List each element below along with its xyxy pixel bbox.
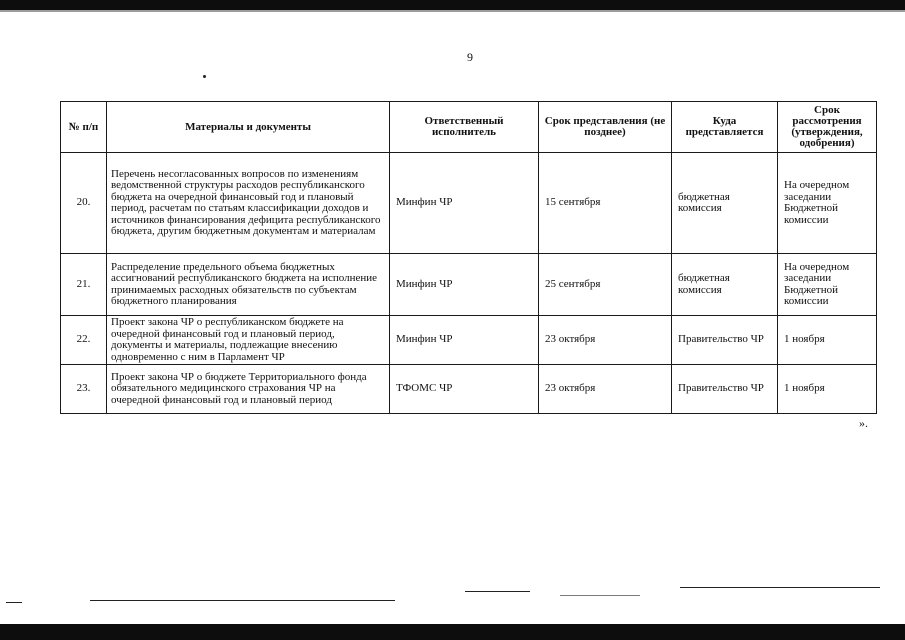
header-review: Срок рассмотрения (утверждения, одобрения) [778, 102, 877, 153]
table-header-row [61, 102, 877, 153]
row-number: 21. [61, 254, 107, 316]
row-responsible: Минфин ЧР [390, 316, 539, 365]
header-responsible: Ответственный исполнитель [390, 102, 539, 153]
row-materials: Распределение предельного объема бюджетных ассигнований республиканского бюджета на исполнение принимаемых расходных обязательств по субъектам бюджетного планирования [107, 254, 390, 316]
row-review: 1 ноября [778, 316, 877, 365]
row-materials: Проект закона ЧР о республиканском бюджете на очередной финансовый год и плановый период, документы и материалы, подлежащие внесению одновременно с ним в Парламент ЧР [107, 316, 390, 365]
header-number: № п/п [61, 102, 107, 153]
budget-schedule-table [60, 101, 877, 414]
table-row [61, 153, 877, 254]
scan-artifact-line [90, 600, 395, 601]
scan-artifact-line [465, 591, 530, 592]
row-destination: Правительство ЧР [672, 316, 778, 365]
header-destination: Куда представляется [672, 102, 778, 153]
table-row [61, 365, 877, 414]
row-responsible: ТФОМС ЧР [390, 365, 539, 414]
row-responsible: Минфин ЧР [390, 254, 539, 316]
closing-quote-mark: ». [859, 416, 868, 430]
row-number: 23. [61, 365, 107, 414]
row-review: На очередном заседании Бюджетной комиссии [778, 153, 877, 254]
row-materials: Перечень несогласованных вопросов по изменениям ведомственной структуры расходов республиканского бюджета на очередной финансовый год и плановый период, расчетам по статьям классификации доходов и источников финансирования дефицита республиканского бюджета, другим бюджетным документам и материалам [107, 153, 390, 254]
scan-artifact-line [560, 595, 640, 596]
scan-artifact-line [680, 587, 880, 588]
scan-border-top-shadow [0, 10, 905, 12]
row-deadline: 23 октября [539, 316, 672, 365]
row-number: 22. [61, 316, 107, 365]
row-destination: бюджетная комиссия [672, 254, 778, 316]
row-deadline: 15 сентября [539, 153, 672, 254]
row-responsible: Минфин ЧР [390, 153, 539, 254]
header-deadline: Срок представления (не позднее) [539, 102, 672, 153]
row-materials: Проект закона ЧР о бюджете Территориального фонда обязательного медицинского страхования ЧР на очередной финансовый год и плановый период [107, 365, 390, 414]
row-destination: Правительство ЧР [672, 365, 778, 414]
row-deadline: 25 сентября [539, 254, 672, 316]
row-destination: бюджетная комиссия [672, 153, 778, 254]
scan-speck [203, 75, 206, 78]
page-number: 9 [467, 50, 473, 64]
scan-artifact-line [6, 602, 22, 603]
row-deadline: 23 октября [539, 365, 672, 414]
table-row [61, 254, 877, 316]
row-review: 1 ноября [778, 365, 877, 414]
scan-border-top [0, 0, 905, 10]
row-number: 20. [61, 153, 107, 254]
row-review: На очередном заседании Бюджетной комиссии [778, 254, 877, 316]
table-row [61, 316, 877, 365]
scan-border-bottom [0, 624, 905, 640]
header-materials: Материалы и документы [107, 102, 390, 153]
